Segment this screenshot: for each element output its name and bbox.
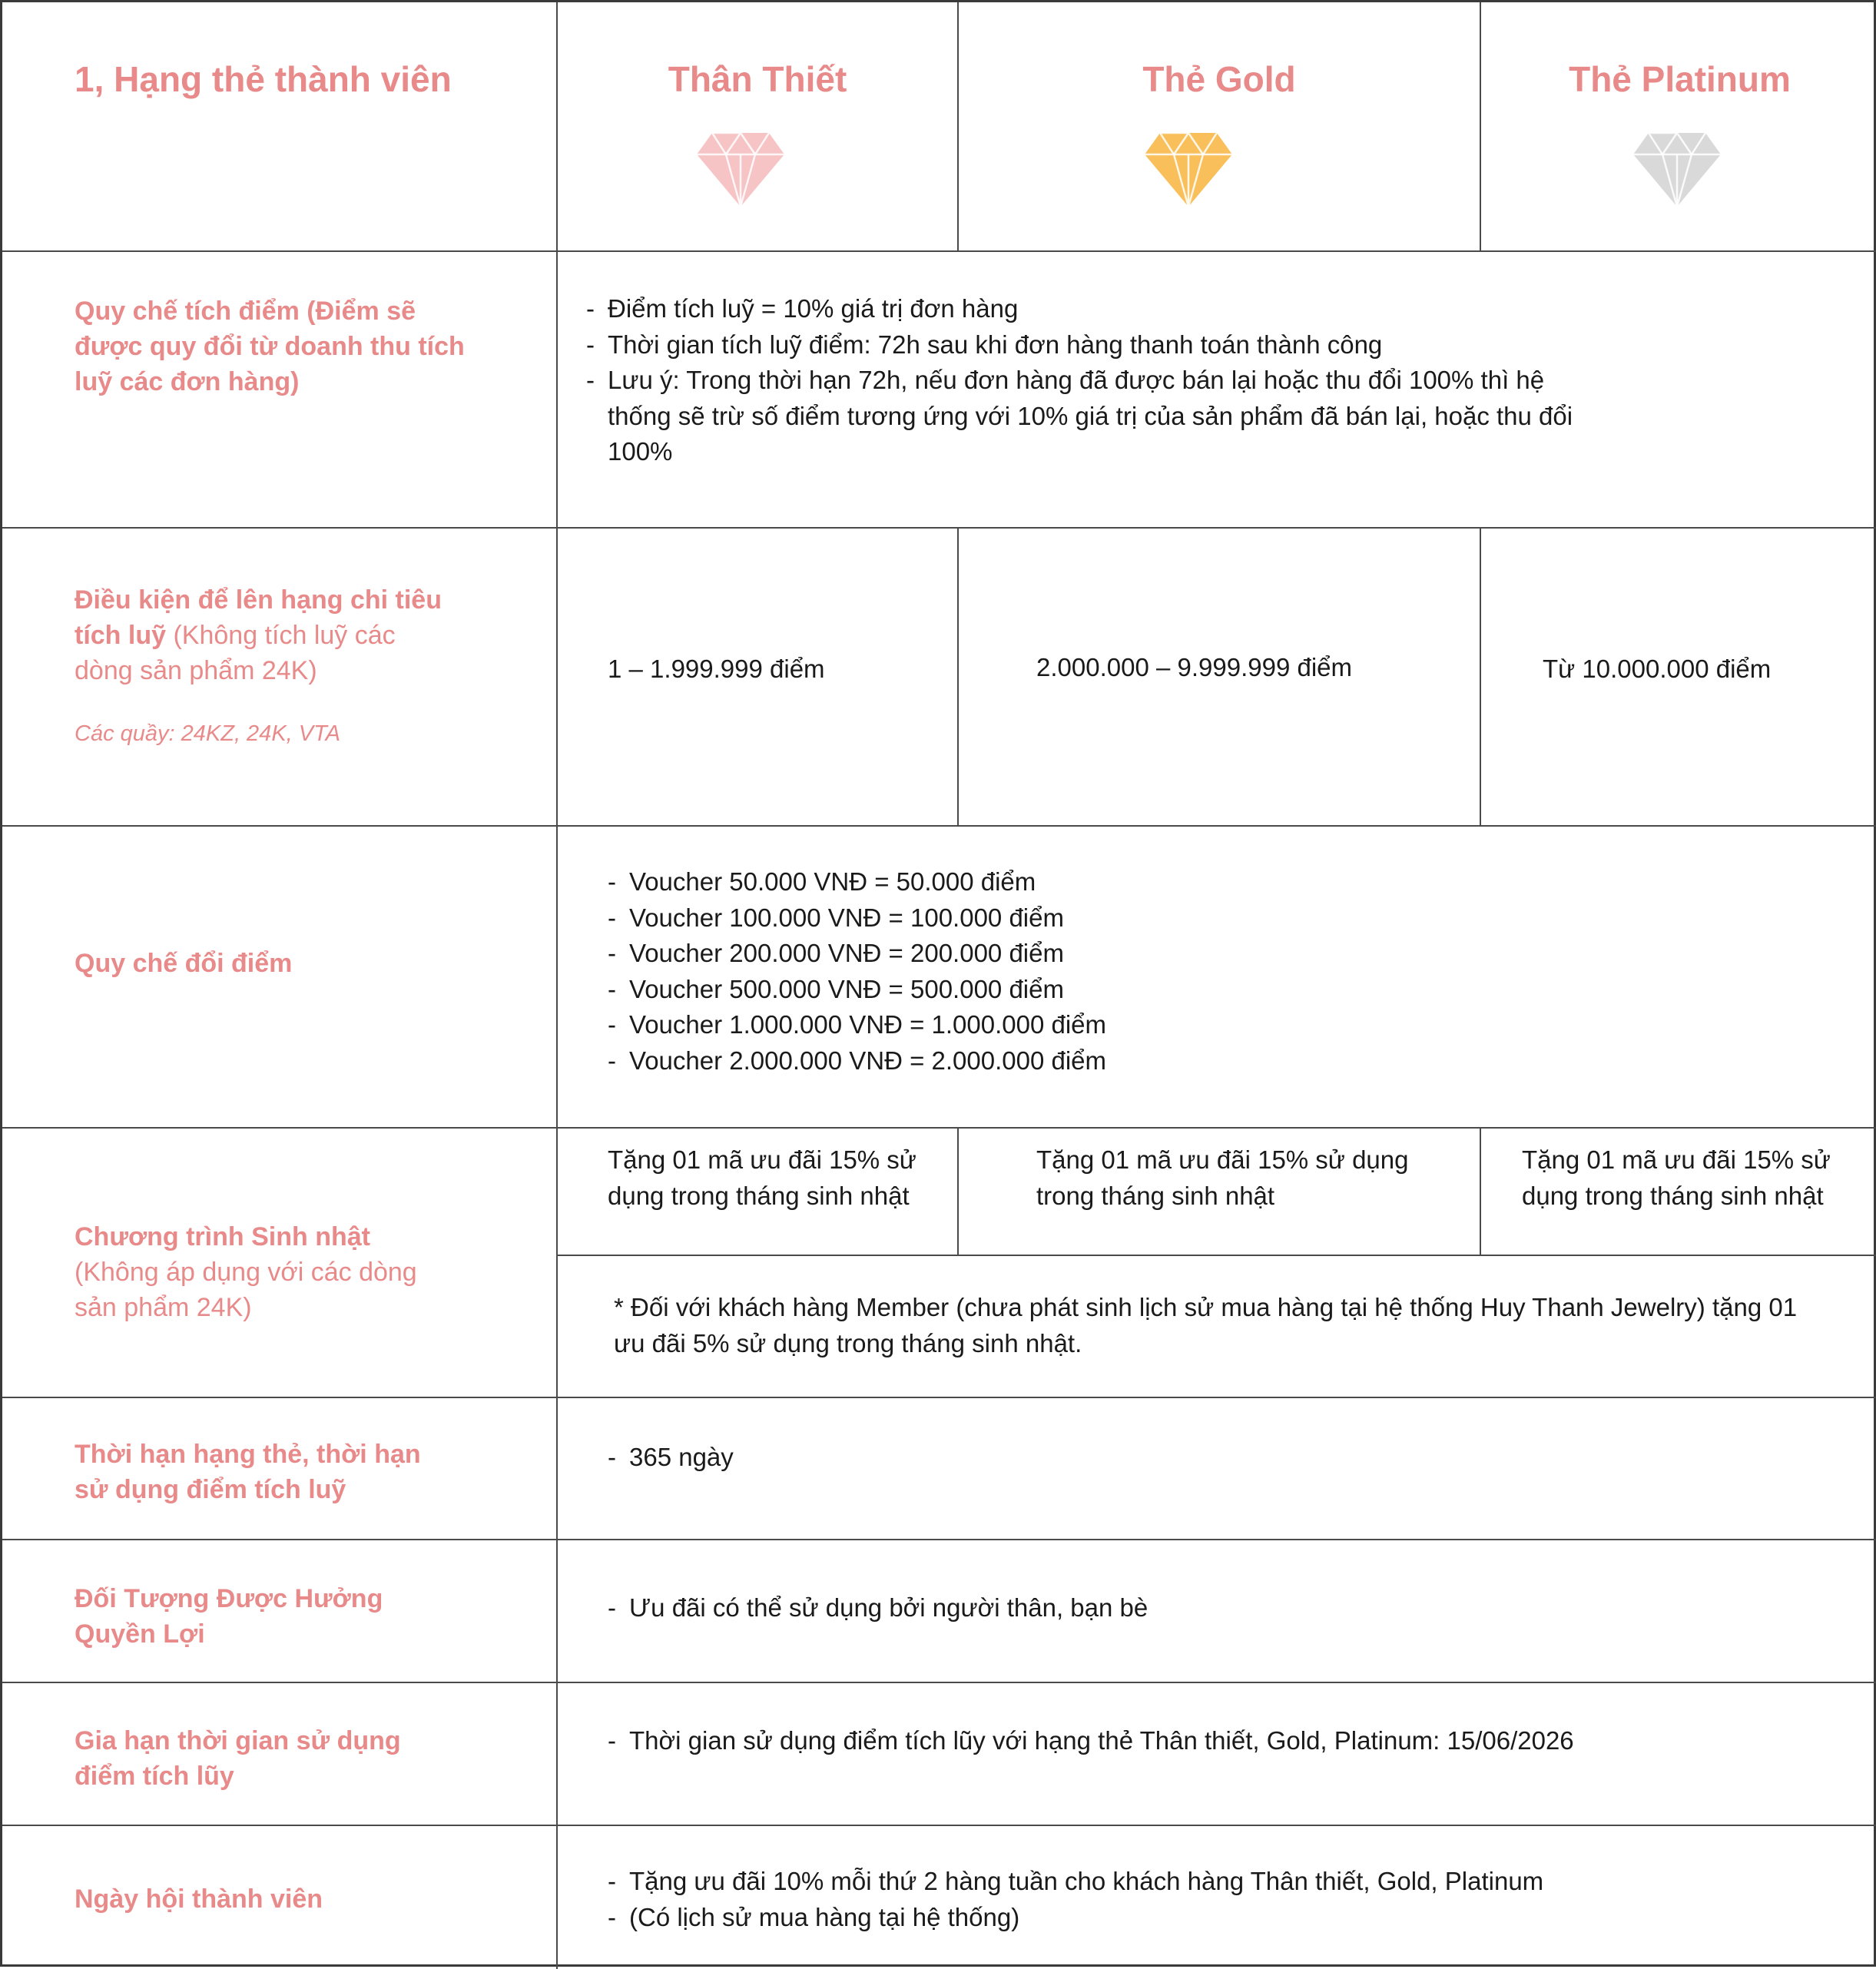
row-label-duration: Thời hạn hạng thẻ, thời hạn sử dụng điểm tích luỹ [75, 1440, 421, 1504]
row-divider [2, 250, 1876, 252]
row-divider [2, 1539, 1876, 1540]
duration-list [608, 1440, 1376, 1476]
member-day-item: - Tặng ưu đãi 10% mỗi thứ 2 hàng tuần cho khách hàng Thân thiết, Gold, Platinum [608, 1864, 1806, 1900]
column-divider [1480, 527, 1481, 825]
member-day-item: - (Có lịch sử mua hàng tại hệ thống) [608, 1900, 1806, 1936]
birthday-value-gold: Tặng 01 mã ưu đãi 15% sử dụng trong tháng sinh nhật [1036, 1145, 1409, 1210]
redeem-item: - Voucher 1.000.000 VNĐ = 1.000.000 điểm [608, 1007, 1376, 1043]
duration-item: - 365 ngày [608, 1440, 1376, 1476]
tier-name-than-thiet: Thân Thiết [668, 59, 847, 99]
row-label-points-rule: Quy chế tích điểm (Điểm sẽ được quy đổi từ doanh thu tích luỹ các đơn hàng) [75, 297, 465, 396]
row-divider [557, 1255, 1876, 1256]
row-divider [2, 1682, 1876, 1683]
upgrade-value-than-thiet: 1 – 1.999.999 điểm [608, 655, 825, 683]
birthday-label-bold: Chương trình Sinh nhật [75, 1222, 370, 1251]
upgrade-value-platinum: Từ 10.000.000 điểm [1543, 655, 1772, 683]
diamond-icon [1632, 131, 1722, 208]
member-day-list [608, 1864, 1806, 1935]
birthday-value-platinum: Tặng 01 mã ưu đãi 15% sử dụng trong tháng sinh nhật [1522, 1145, 1831, 1210]
beneficiary-item: - Ưu đãi có thể sử dụng bởi người thân, bạn bè [608, 1590, 1530, 1626]
row-divider [2, 1825, 1876, 1826]
redeem-item: - Voucher 2.000.000 VNĐ = 2.000.000 điểm [608, 1043, 1376, 1079]
redeem-item: - Voucher 200.000 VNĐ = 200.000 điểm [608, 936, 1376, 972]
column-divider [1480, 2, 1481, 250]
row-divider [2, 1127, 1876, 1129]
row-label-extension: Gia hạn thời gian sử dụng điểm tích lũy [75, 1726, 401, 1791]
extension-item: - Thời gian sử dụng điểm tích lũy với hạng thẻ Thân thiết, Gold, Platinum: 15/06/2026 [608, 1723, 1806, 1759]
upgrade-value-gold: 2.000.000 – 9.999.999 điểm [1036, 653, 1353, 681]
column-divider [957, 1127, 959, 1255]
row-label-redeem: Quy chế đổi điểm [75, 949, 293, 978]
tier-name-platinum: Thẻ Platinum [1569, 59, 1791, 99]
upgrade-label-bold: Điều kiện để lên hạng chi tiêu tích luỹ [75, 585, 442, 650]
column-divider [556, 2, 558, 1969]
row-label-birthday [75, 1219, 443, 1325]
birthday-value-than-thiet: Tặng 01 mã ưu đãi 15% sử dụng trong tháng sinh nhật [608, 1145, 916, 1210]
beneficiary-list [608, 1590, 1530, 1626]
upgrade-note: Các quầy: 24KZ, 24K, VTA [75, 721, 341, 746]
row-label-upgrade [75, 582, 459, 751]
points-rule-item: - Thời gian tích luỹ điểm: 72h sau khi đơn hàng thanh toán thành công [586, 327, 1585, 363]
points-rule-item: - Điểm tích luỹ = 10% giá trị đơn hàng [586, 291, 1585, 327]
redeem-item: - Voucher 50.000 VNĐ = 50.000 điểm [608, 864, 1376, 900]
birthday-member-note: * Đối với khách hàng Member (chưa phát sinh lịch sử mua hàng tại hệ thống Huy Thanh Jewelry) tặng 01 ưu đãi 5% sử dụng trong tháng sinh nhật. [614, 1293, 1798, 1357]
page-title: 1, Hạng thẻ thành viên [75, 59, 452, 99]
row-label-beneficiary: Đối Tượng Được Hưởng Quyền Lợi [75, 1584, 383, 1649]
row-label-member-day: Ngày hội thành viên [75, 1884, 323, 1914]
diamond-icon [1143, 131, 1234, 208]
row-divider [2, 527, 1876, 529]
upgrade-label-light: (Không tích luỹ các dòng sản phẩm 24K) [75, 621, 396, 685]
extension-list [608, 1723, 1806, 1759]
points-rule-list [586, 291, 1585, 470]
points-rule-item: - Lưu ý: Trong thời hạn 72h, nếu đơn hàng đã được bán lại hoặc thu đổi 100% thì hệ thống sẽ trừ số điểm tương ứng với 10% giá trị của sản phẩm đã bán lại, hoặc thu đổi 100% [586, 363, 1585, 470]
diamond-icon [695, 131, 786, 208]
row-divider [2, 825, 1876, 827]
redeem-item: - Voucher 500.000 VNĐ = 500.000 điểm [608, 972, 1376, 1008]
redeem-item: - Voucher 100.000 VNĐ = 100.000 điểm [608, 900, 1376, 936]
redeem-list [608, 864, 1376, 1079]
column-divider [957, 2, 959, 250]
column-divider [957, 527, 959, 825]
tier-name-gold: Thẻ Gold [1142, 59, 1296, 99]
column-divider [1480, 1127, 1481, 1255]
row-divider [2, 1397, 1876, 1398]
birthday-label-light: (Không áp dụng với các dòng sản phẩm 24K) [75, 1258, 417, 1322]
